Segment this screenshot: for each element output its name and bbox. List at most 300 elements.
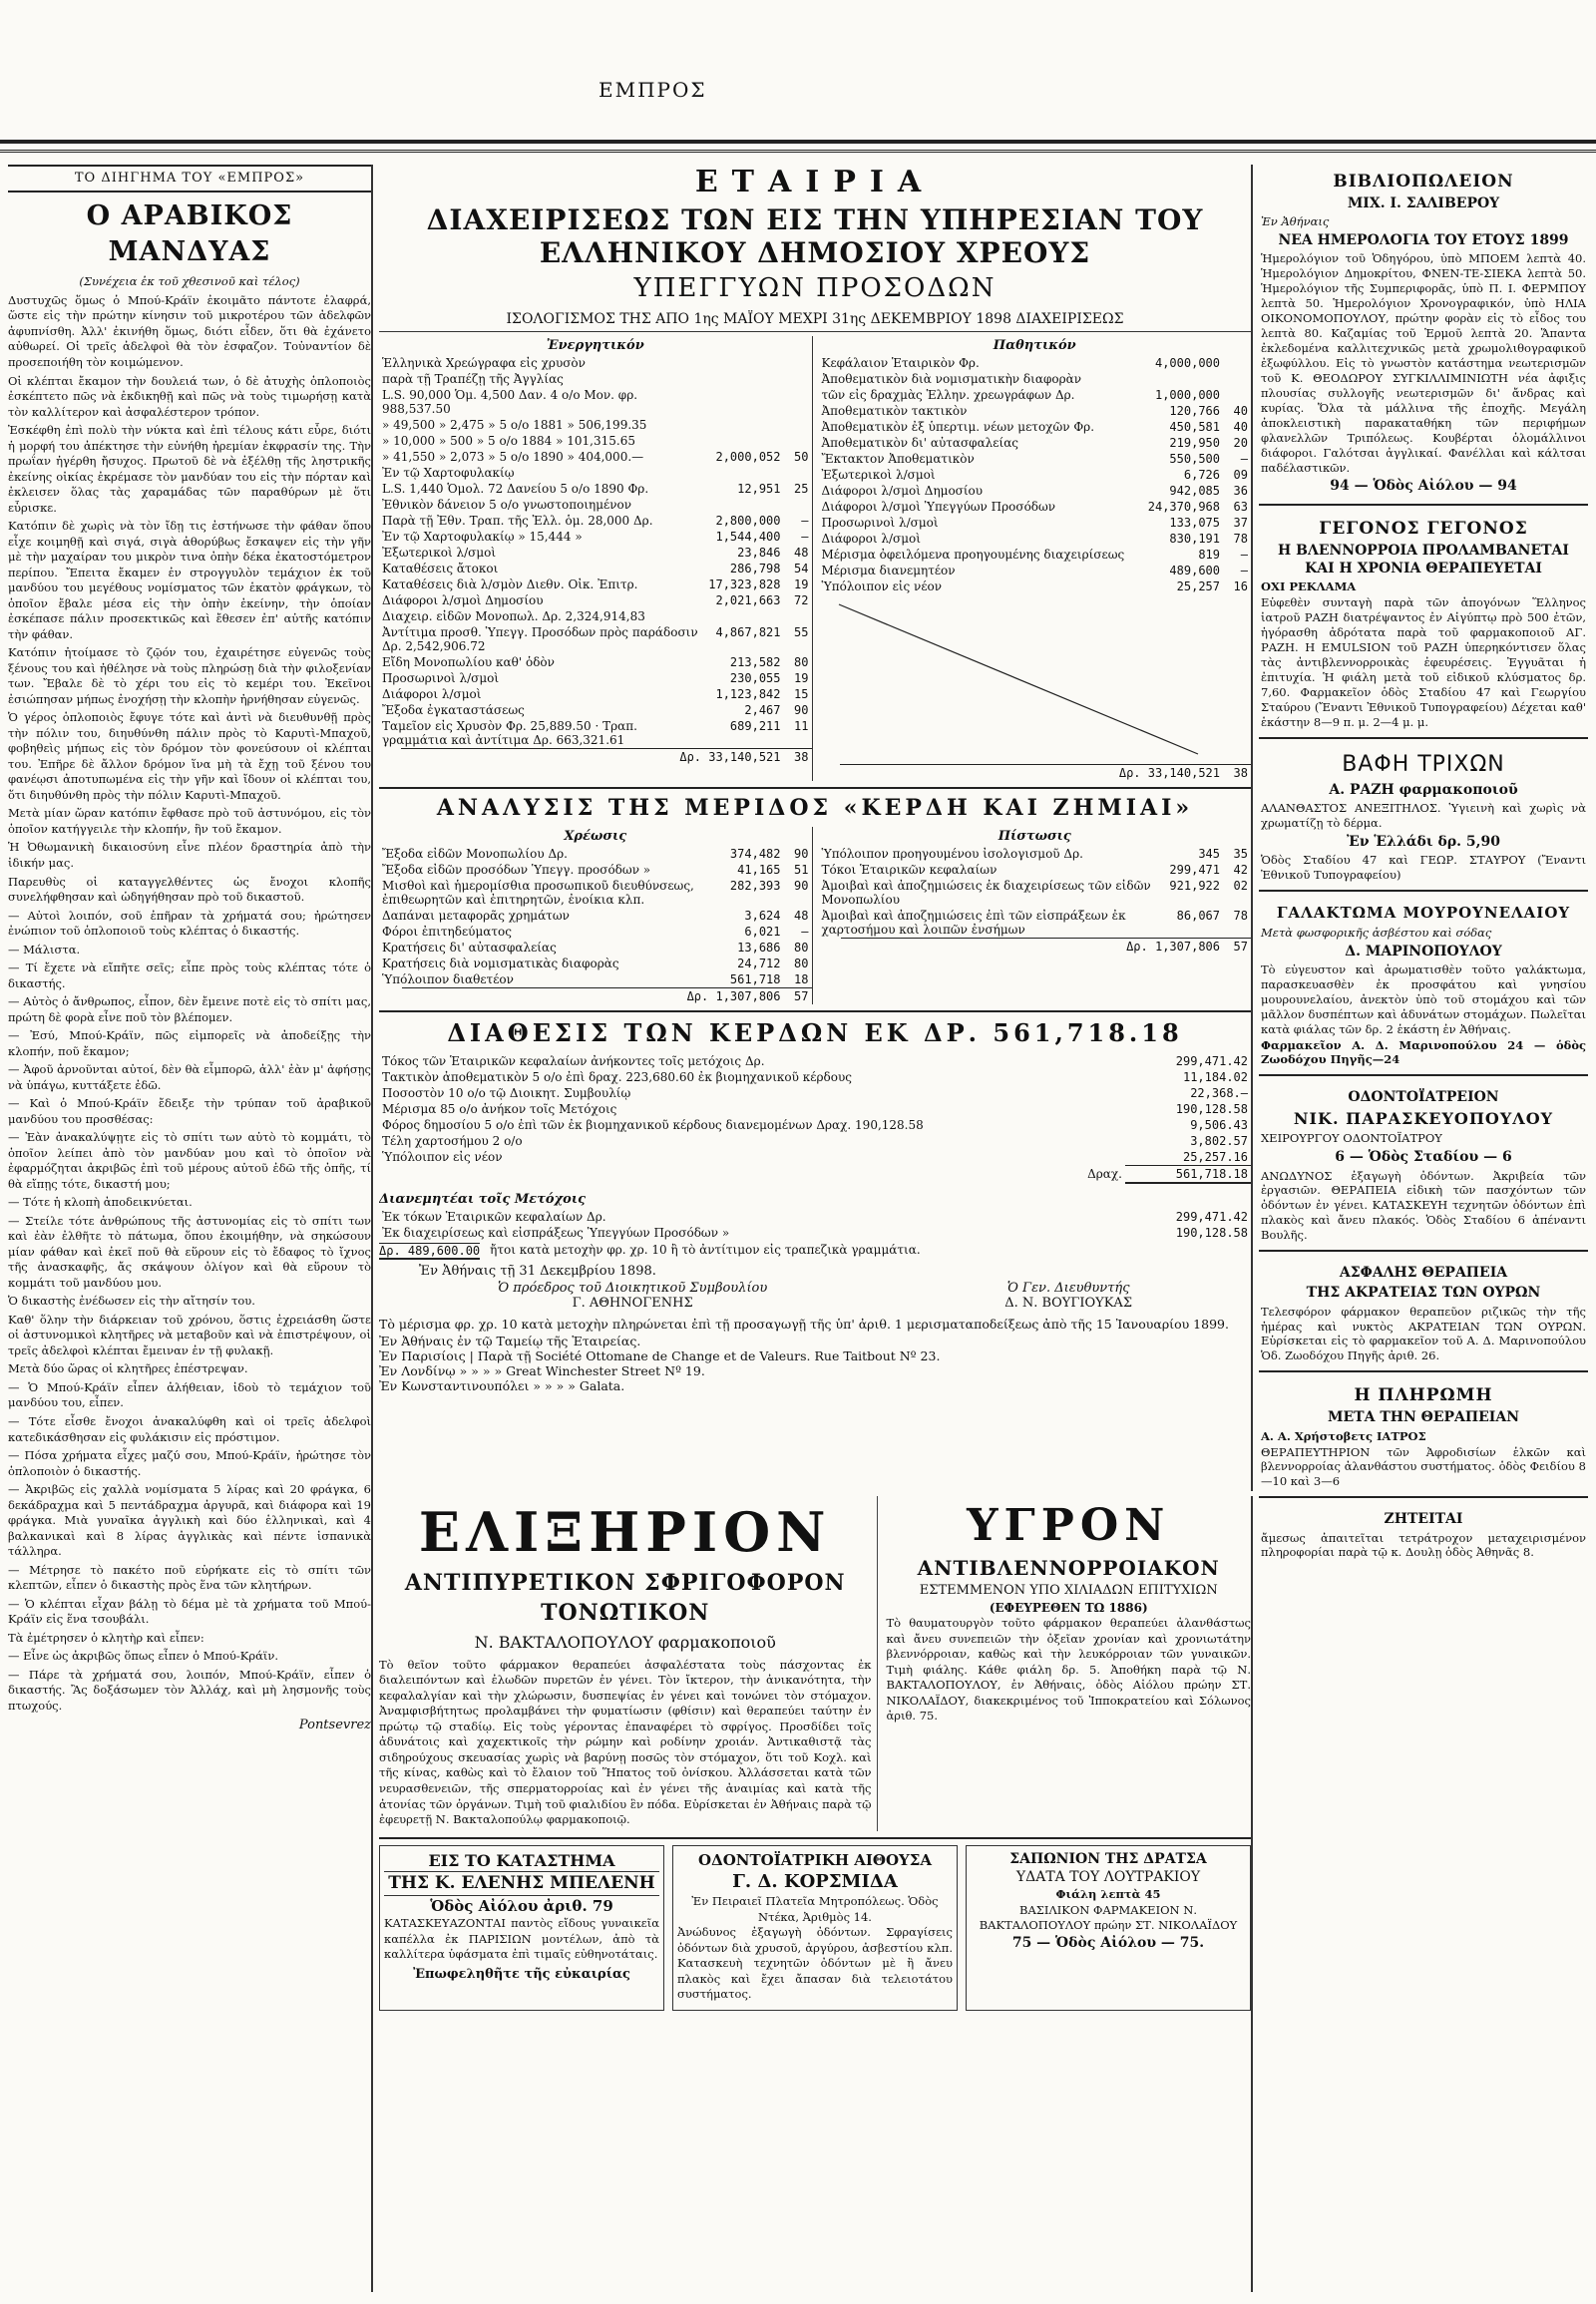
ledger-decimals: 48 — [794, 909, 809, 923]
cod-liver-oil-text: Τὸ εὐγευστον καὶ ἀρωματισθὲν τοῦτο γαλάκτωμα, παρασκευασθὲν ἐκ προσφάτου καὶ γνησίου μουρουνελαίου, ἀνεκτὸν ὑπὸ τοῦ στομάχου καὶ τῶν μᾶλλον δυσπέπτων καὶ ἀδυνάτων στομάχων. Πωλεῖται κατὰ φιάλας τῶν δρ. 2 ἑκάστη ἐν Ἀθήναις. — [1261, 961, 1586, 1036]
ledger-label: Ἐθνικὸν δάνειον 5 ο/ο γνωστοποιημένον — [382, 498, 632, 512]
story-paragraph: Δυστυχῶς ὅμως ὁ Μπού-Κράϊν ἐκοιμᾶτο πάντοτε ἐλαφρά, ὥστε εἰς τὴν πρώτην κίνησιν τοῦ μικροτέρου τῶν ἀδελφῶν ἀφυπνίσθη. Ἀλλ' ἐκινήθη ὅμως, διότι εἶδεν, ὅτι θὰ ἐχάνετο αὐθωρεί. Οἱ τρεῖς ἀδελφοὶ θὰ τὸν ἐσφαζον. Τοὐναντίον δὲ προσεποιήθη τὸν κοιμώμενον. — [8, 292, 371, 369]
ledger-row — [379, 624, 812, 654]
ledger-label: Ἀντίτιμα προσθ. Ὑπεγγ. Προσόδων πρὸς παράδοσιν Δρ. 2,542,906.72 — [382, 625, 698, 653]
ledger-row — [379, 529, 812, 545]
profits-title: ΔΙΑΘΕΣΙΣ ΤΩΝ ΚΕΡΔΩΝ ΕΚ ΔΡ. 561,718.18 — [447, 1018, 1183, 1047]
ledger-decimals — [784, 387, 812, 417]
masthead-rule — [0, 140, 1596, 144]
story-paragraph: — Τί ἔχετε νὰ εἴπῆτε σεῖς; εἶπε πρὸς τοὺς κλέπτας τότε ὁ δικαστής. — [8, 960, 371, 990]
ledger-label: Ὑπόλοιπον διαθετέον — [382, 972, 514, 986]
story-paragraph: — Στείλε τότε ἀνθρώπους τῆς ἀστυνομίας εἰς τὸ σπίτι των καὶ ἐὰν ἐλθῆτε τὸ πάτωμα, ὅπου ἐκοιμήθην, νὰ σηκώσουν μίαν φάθαν καὶ ἐκεῖ ποῦ θὰ εὕρουν εἰς τὸ ἔδαφος τὸ ἴχνος τῆς ἀνασκαφῆς, ἄς σκάψουν ὀλίγον καὶ θὰ εὕρουν τὸ κομμάτι τοῦ μανδύου μου. — [8, 1213, 371, 1290]
payment-place: Ἐν Ἀθήναις ἐν τῷ Ταμείῳ τῆς Ἑταιρείας. — [379, 1334, 641, 1348]
story-paragraph: Ὁ γέρος ὁπλοποιὸς ἔφυγε τότε καὶ ἀντὶ νὰ διευθυνθῇ πρὸς τὴν πόλιν του, διηυθύνθη πάλιν πρὸς τὸ Καρυτὶ-Μπαχοῦ, φοβηθεὶς μήπως εἰς τὸν δρόμον τὸν φονεύσουν οἱ κλέπται του. Ἐπῆρε δὲ ἄλλον δρόμον ἵνα μὴ τὰ ἔχῃ τοῦ ξένου του φανέῳσι ἀποτυπωμένα εἰς τὴν γῆν καὶ ἴδουν οἱ κλέπται του, ὅτι διηυθύνθη πρὸς τὴν πόλιν Καρυτὶ-Μπαχοῦ. — [8, 710, 371, 802]
distribution-heading: Διανεμητέαι τοῖς Μετόχοις — [379, 1192, 587, 1207]
story-paragraph: Τὰ ἐμέτρησεν ὁ κλητὴρ καὶ εἶπεν: — [8, 1630, 204, 1645]
ledger-label: Κρατήσεις δι' αὐτασφαλείας — [382, 941, 557, 955]
credit-table — [819, 846, 1252, 938]
ledger-row — [819, 451, 1252, 467]
credit-total-row — [819, 938, 1252, 955]
elixirion-title: ΕΛΙΞΗΡΙΟΝ — [418, 1500, 832, 1564]
ledger-row — [379, 592, 812, 608]
ledger-label: Κρατήσεις διὰ νομισματικὰς διαφορὰς — [382, 957, 619, 970]
ledger-amount: 24,370,968 — [1147, 500, 1220, 514]
story-subtitle: (Συνέχεια ἐκ τοῦ χθεσινοῦ καὶ τέλος) — [79, 274, 300, 289]
ledger-amount — [1141, 371, 1223, 387]
ledger-decimals: 55 — [794, 625, 809, 639]
story-paragraph: — Αὐτοὶ λοιπόν, σοῦ ἐπῆραν τὰ χρήματά σου; ἠρώτησεν ἐνώπιον τοῦ ὁπλοποιοῦ τοὺς κλέπτας ὁ δικαστής. — [8, 908, 371, 939]
ledger-amount: 299,471.42 — [1175, 1210, 1248, 1224]
ledger-label: Προσωρινοὶ λ/σμοὶ — [382, 671, 500, 685]
store-text: ΚΑΤΑΣΚΕΥΑΖΟΝΤΑΙ παντὸς εἴδους γυναικεῖα καπέλλα ἐκ ΠΑΡΙΣΙΩΝ μοντέλων, ἀπὸ τὰ καλλίτερα ὑφάσματα ἐπὶ τιμαῖς εὐθηνοτάταις. — [384, 1916, 659, 1962]
ledger-amount: 299,471 — [1169, 863, 1220, 877]
ledger-row — [379, 417, 812, 433]
section-divider — [379, 1010, 1251, 1012]
ledger-amount: 12,951 — [737, 482, 781, 496]
ledger-amount: 819 — [1198, 548, 1220, 562]
credit-total-dec: 57 — [1223, 939, 1251, 956]
story-paragraph: Μετὰ μίαν ὥραν κατόπιν ἔφθασε πρὸ τοῦ ἀστυνόμου, εἰς τὸν ὁποῖον κατήγγειλε τὴν κλοπήν, ἣν τοῦ ἔκαμον. — [8, 806, 371, 836]
center-column — [379, 165, 1253, 1491]
ledger-label: Ἀμοιβαὶ καὶ ἀποζημιώσεις ἐπὶ τῶν εἰσπράξεων ἐκ χαρτοσήμου καὶ λοιπῶν ἐνσήμων — [821, 909, 1126, 937]
ledger-row — [379, 481, 812, 497]
ledger-amount: 9,506.43 — [1190, 1118, 1248, 1132]
story-paragraph: — Ἐσύ, Μπού-Κράϊν, πῶς εἰμπορεῖς νὰ ἀποδείξῃς τὴν κλοπήν, ποῦ ἔκαμον; — [8, 1028, 371, 1058]
ledger-amount: 830,191 — [1169, 532, 1220, 546]
ledger-label: Διάφοροι λ/σμοὶ Ὑπεγγύων Προσόδων — [821, 500, 1056, 514]
ledger-label: Ὑπόλοιπον προηγουμένου ἰσολογισμοῦ Δρ. — [821, 847, 1083, 861]
ledger-label: L.S. 1,440 Ὁμολ. 72 Δανείου 5 ο/ο 1890 Φρ. — [382, 482, 649, 496]
ledger-decimals — [1223, 387, 1251, 403]
ledger-amount: 41,165 — [737, 863, 781, 877]
gegonos-tag: ΟΧΙ ΡΕΚΛΑΜΑ — [1261, 579, 1357, 594]
dental-ad — [672, 1845, 958, 2011]
store-name: ΤΗΣ Κ. ΕΛΕΝΗΣ ΜΠΕΛΕΝΗ — [384, 1871, 659, 1896]
liabilities-table — [819, 355, 1252, 594]
incontinence-subtitle: ΤΗΣ ΑΚΡΑΤΕΙΑΣ ΤΩΝ ΟΥΡΩΝ — [1306, 1285, 1541, 1302]
distribution-total-row — [379, 1243, 1251, 1260]
ledger-decimals: 42 — [1233, 863, 1248, 877]
store-footer: Ἐπωφεληθῆτε τῆς εὐκαιρίας — [413, 1966, 630, 1982]
ygron-title: ΥΓΡΟΝ — [967, 1500, 1171, 1551]
ledger-label: Μέρισμα 85 ο/ο ἀνήκον τοῖς Μετόχοις — [382, 1102, 617, 1116]
ledger-amount — [705, 433, 783, 449]
ads-row-2 — [379, 1845, 1251, 2011]
ledger-decimals: — — [1240, 548, 1248, 562]
payment-place: Ἐν Κωνσταντινουπόλει » » » » Galata. — [379, 1378, 625, 1393]
ledger-row — [379, 971, 812, 987]
ledger-row — [379, 433, 812, 449]
story-paragraph: — Πάρε τὰ χρήματά σου, λοιπόν, Μπού-Κράϊν, εἶπεν ὁ δικαστής. Ἂς δοξάσωμεν τὸν Ἀλλάχ, καὶ μὴ λησμονῆς τοὺς πτωχούς. — [8, 1667, 371, 1713]
bookstore-text: Ἡμερολόγιον τοῦ Ὁδηγόρου, ὑπὸ ΜΠΟΕΜ λεπτὰ 40. Ἡμερολόγιον Δημοκρίτου, ΦΝΕΝ-ΤΕ-ΣΙΕΚΑ λεπτὰ 50. Ἡμερολόγιον τῆς Συμπεριφορᾶς, ὑπὸ Π. Ι. ΦΕΡΜΠΟΥ λεπτὰ 50. Ἡμερολόγιον Χρονογραφικόν, ὑπὸ ΗΛΙΑ ΟΙΚΟΝΟΜΟΠΟΥΛΟΥ, πρώτην φορὰν εἰς τὸ εἶδος του λεπτὰ 80. Καζαμίας τοῦ Ἑρμοῦ λεπτὰ 20. Ἅπαντα ἐκλεδομένα καλλιτεχνικῶς μετὰ χρωμολιθογραφικοῦ ἐξωφύλλου. Εἰς τὸ γνωστὸν κατάστημα νεωτερισμῶν τοῦ Κ. ΘΕΟΔΩΡΟΥ ΣΥΓΚΙΛΛΙΜΙΝΙΩΤΗ νέα ἀφιξις πλουσίας συλλογῆς νεωτερισμῶν δι' ἄνδρας καὶ κυρίας. Ὅλα τὰ μάλλινα τῆς ἐποχῆς. Μεγάλη ἀποκλειστικὴ παρακαταθήκη τῶν περιφήμων φλανελλῶν Τριπόλεως. Κουβέρται ὁλομάλλινοι διάφοροι. Γαλότσαι ἀγγλικαί. Φανέλλαι καὶ κάλτσαι παδέλαστικῶν. — [1261, 251, 1586, 475]
ledger-decimals: 36 — [1233, 484, 1248, 498]
dentist-title: ΟΔΟΝΤΟΪΑΤΡΕΙΟΝ — [1348, 1089, 1499, 1106]
ledger-row — [819, 467, 1252, 483]
ledger-row — [379, 702, 812, 718]
ledger-amount: 286,798 — [729, 562, 781, 576]
story-paragraph: — Ὁ Μπού-Κράϊν εἶπεν ἀλήθειαν, ἰδοὺ τὸ τεμάχιον τοῦ μανδύου του, εἶπεν. — [8, 1379, 371, 1410]
ledger-decimals: 72 — [794, 593, 809, 607]
story-paragraph: Κατόπιν ἠτοίμασε τὸ ζῷόν του, ἐχαιρέτησε εὐγενῶς τοὺς ξένους του καὶ ἠθέλησε νὰ τοὺς πληρώσῃ διὰ τὴν φιλοξενίαν των. Ἔβαλε δὲ τὸ χέρι του εἰς τὸ κεμέρι του. Ἐκεῖνοι ἐσιώπησαν μήπως ἐνοχήσῃ τὴν κλοπὴν ἠρνήθησαν εὐγενῶς. — [8, 645, 371, 706]
assets-total-row — [379, 748, 812, 765]
ledger-row — [379, 1133, 1251, 1149]
ygron-award: ΕΣΤΕΜΜΕΝΟΝ ΥΠΟ ΧΙΛΙΑΔΩΝ ΕΠΙΤΥΧΙΩΝ — [919, 1583, 1218, 1599]
soap-price: Φιάλη λεπτὰ 45 — [1055, 1887, 1161, 1902]
ledger-decimals: 40 — [1233, 404, 1248, 418]
left-column — [8, 165, 373, 2292]
story-paragraph: Μετὰ δύο ὥρας οἱ κλητῆρες ἐπέστρεψαν. — [8, 1361, 248, 1376]
payment-ad-title: Η ΠΛΗΡΩΜΗ — [1354, 1385, 1493, 1406]
ledger-row — [379, 1053, 1251, 1069]
ledger-row — [819, 403, 1252, 419]
debit-total: Δρ. 1,307,806 — [402, 988, 784, 1005]
soap-subtitle: ΥΔΑΤΑ ΤΟΥ ΛΟΥΤΡΑΚΙΟΥ — [1015, 1869, 1201, 1886]
dental-title: ΟΔΟΝΤΟΪΑΤΡΙΚΗ ΑΙΘΟΥΣΑ — [698, 1850, 932, 1869]
date-line: Ἐν Ἀθήναις τῇ 31 Δεκεμβρίου 1898. — [419, 1264, 656, 1279]
dentist-name: ΝΙΚ. ΠΑΡΑΣΚΕΥΟΠΟΥΛΟΥ — [1293, 1108, 1554, 1128]
ledger-label: παρὰ τῇ Τραπέζῃ τῆς Ἀγγλίας — [382, 372, 564, 386]
ledger-decimals: 80 — [794, 655, 809, 669]
ledger-label: Παρὰ τῇ Ἐθν. Τραπ. τῆς Ἑλλ. ὁμ. 28,000 Δρ. — [382, 514, 653, 528]
ledger-label: Διαχειρ. εἰδῶν Μονοπωλ. Δρ. 2,324,914,83 — [382, 609, 645, 623]
liabilities-total: Δρ. 33,140,521 — [840, 765, 1223, 782]
ledger-amount: 25,257 — [1176, 579, 1220, 593]
story-paragraph: — Ἀκριβῶς εἰς χαλλὰ νομίσματα 5 λίρας καὶ 20 φράγκα, 6 δεκάδραχμα καὶ 5 πεντάδραχμα ἀργυρᾶ, καὶ διάφορα καὶ 19 φράγκα. Μιὰ γυναῖκα ἀγγλικὴ καὶ δύο ἑλληνικαὶ, καὶ 4 βαλκανικαὶ καὶ 8 λίρας ἀγγλικὰς καὶ πέντε ἰσπανικὰ τάλληρα. — [8, 1482, 371, 1559]
story-paragraph: Καθ' ὅλην τὴν διάρκειαν τοῦ χρόνου, ὅστις ἐχρειάσθη ὥστε οἱ ἀστυνομικοὶ κλητῆρες νὰ μεταβοῦν καὶ νὰ ἐπιστρέψουν, οἱ τρεῖς ἀδελφοὶ κλέπται ἔμειναν ἐν τῇ φυλακῇ. — [8, 1312, 371, 1357]
profits-total-row — [379, 1165, 1251, 1184]
ledger-amount: 942,085 — [1169, 484, 1220, 498]
hair-dye-address: Ὁδὸς Σταδίου 47 καὶ ΓΕΩΡ. ΣΤΑΥΡΟΥ (Ἔναντι Ἐθνικοῦ Τυπογραφείου) — [1261, 853, 1586, 883]
section-divider — [379, 787, 1251, 789]
ledger-decimals: 37 — [1233, 516, 1248, 530]
ledger-label: Διάφοροι λ/σμοὶ Δημοσίου — [821, 484, 984, 498]
ledger-label: Ποσοστὸν 10 ο/ο τῷ Διοικητ. Συμβουλίῳ — [382, 1086, 631, 1100]
ledger-amount: 22,368.— — [1190, 1086, 1248, 1100]
ledger-amount: 213,582 — [729, 655, 781, 669]
ledger-row — [379, 686, 812, 702]
story-paragraph: Οἱ κλέπται ἔκαμον τὴν δουλειά των, ὁ δὲ ἀτυχὴς ὁπλοποιὸς ἐσκέπτετο πῶς νὰ ἐκδικηθῇ καὶ πῶς νὰ τοὺς τιμωρήσῃ κατὰ τὸν καλλίτερον καὶ ἀσφαλέστερον τρόπον. — [8, 373, 371, 419]
ledger-decimals: 78 — [1233, 909, 1248, 923]
ledger-decimals: 19 — [794, 577, 809, 591]
ledger-decimals: 80 — [794, 957, 809, 970]
ledger-row — [819, 846, 1252, 862]
feature-box: ΤΟ ΔΙΗΓΗΜΑ ΤΟΥ «ΕΜΠΡΟΣ» — [8, 165, 371, 192]
ledger-row — [379, 465, 812, 481]
director-title: Ὁ Γεν. Διευθυντής — [1006, 1281, 1130, 1296]
ledger-row — [819, 419, 1252, 435]
ledger-decimals: 40 — [1233, 420, 1248, 434]
ledger-amount: 11,184.02 — [1182, 1070, 1248, 1084]
elixirion-subtitle: ΑΝΤΙΠΥΡΕΤΙΚΟΝ ΣΦΡΙΓΟΦΟΡΟΝ ΤΟΝΩΤΙΚΟΝ — [404, 1569, 846, 1626]
soap-address: 75 — Ὁδὸς Αἰόλου — 75. — [1011, 1934, 1205, 1951]
ledger-label: Ἀποθεματικὸν ἐξ ὑπερτιμ. νέων μετοχῶν Φρ. — [821, 420, 1095, 434]
gegonos-title: ΓΕΓΟΝΟΣ ΓΕΓΟΝΟΣ — [1319, 518, 1528, 539]
ledger-label: Τέλη χαρτοσήμου 2 ο/ο — [382, 1134, 523, 1148]
hair-dye-title: ΒΑΦΗ ΤΡΙΧΩΝ — [1342, 751, 1505, 777]
ygron-ad — [886, 1496, 1251, 1831]
ledger-label: Κεφάλαιον Ἑταιρικὸν Φρ. — [821, 356, 980, 370]
ledger-amount: 17,323,828 — [708, 577, 781, 591]
ledger-label: Ὑπόλοιπον εἰς νέον — [382, 1150, 503, 1164]
assets-side — [379, 336, 813, 781]
payment-place: Ἐν Παρισίοις | Παρὰ τῇ Société Ottomane de Change et de Valeurs. Rue Taitbout Nº 23. — [379, 1348, 941, 1363]
ledger-row — [379, 1117, 1251, 1133]
ledger-amount: 219,950 — [1169, 436, 1220, 450]
president-name: Γ. ΑΘΗΝΟΓΕΝΗΣ — [572, 1296, 693, 1311]
ledger-row — [819, 499, 1252, 515]
ledger-row — [379, 1149, 1251, 1165]
ledger-label: Ἐξωτερικοὶ λ/σμοὶ — [382, 546, 497, 560]
story-paragraph: Παρευθὺς οἱ καταγγελθέντες ὡς ἔνοχοι κλοπῆς συνελήφθησαν καὶ ὡδηγήθησαν πρὸ τοῦ δικαστοῦ. — [8, 874, 371, 905]
debit-table — [379, 846, 812, 987]
distribution-note: ἤτοι κατὰ μετοχὴν φρ. χρ. 10 ἢ τὸ ἀντίτιμον εἰς τραπεζικὰ γραμμάτια. — [490, 1243, 921, 1257]
ledger-row — [819, 862, 1252, 878]
ledger-label: Μέρισμα ὀφειλόμενα προηγουμένης διαχειρίσεως — [821, 548, 1125, 562]
ledger-row — [379, 545, 812, 561]
ledger-row — [819, 908, 1252, 938]
ledger-label: » 49,500 » 2,475 » 5 ο/ο 1881 » 506,199.35 — [382, 418, 647, 432]
ledger-row — [379, 1085, 1251, 1101]
cod-liver-oil-maker: Δ. ΜΑΡΙΝΟΠΟΥΛΟΥ — [1345, 943, 1502, 960]
ledger-decimals: 25 — [794, 482, 809, 496]
ledger-amount: 2,021,663 — [715, 593, 781, 607]
ledger-label: » 10,000 » 500 » 5 ο/ο 1884 » 101,315.65 — [382, 434, 635, 448]
cancel-stroke — [819, 594, 1248, 764]
story-signature: Pontsevrez — [298, 1718, 371, 1733]
soap-store: ΒΑΣΙΛΙΚΟΝ ΦΑΡΜΑΚΕΙΟΝ Ν. ΒΑΚΤΑΛΟΠΟΥΛΟΥ πρώην ΣΤ. ΝΙΚΟΛΑΪΔΟΥ — [979, 1902, 1238, 1933]
ledger-decimals — [784, 608, 812, 624]
ledger-label: Ταμεῖον εἰς Χρυσὸν Φρ. 25,889.50 · Τραπ. γραμμάτια καὶ ἀντίτιμα Δρ. 663,321.61 — [382, 719, 637, 747]
ledger-row — [379, 956, 812, 971]
ledger-decimals: 90 — [794, 879, 809, 893]
assets-table — [379, 355, 812, 748]
ledger-decimals: 63 — [1233, 500, 1248, 514]
ledger-amount: 86,067 — [1176, 909, 1220, 923]
story-paragraph: — Αὐτὸς ὁ ἄνθρωπος, εἶπον, δὲν ἔμεινε ποτὲ εἰς τὸ σπίτι μας, πρώτη δὲ φορὰ εἶνε ποῦ τὸν βλέπομεν. — [8, 994, 371, 1024]
ledger-row — [819, 515, 1252, 531]
ledger-label: Ἐκ τόκων Ἑταιρικῶν κεφαλαίων Δρ. — [382, 1210, 606, 1224]
distribution-table — [379, 1209, 1251, 1241]
bookstore-city: Ἐν Ἀθήναις — [1261, 214, 1330, 229]
ledger-label: L.S. 90,000 Ὁμ. 4,500 Δαν. 4 ο/ο Μον. φρ. 988,537.50 — [382, 388, 638, 416]
ledger-amount: 921,922 — [1169, 879, 1220, 893]
ledger-label: Τόκοι Ἑταιρικῶν κεφαλαίων — [821, 863, 998, 877]
dentist-ad — [1259, 1082, 1588, 1252]
ledger-decimals: — — [1240, 564, 1248, 577]
incontinence-title: ΑΣΦΑΛΗΣ ΘΕΡΑΠΕΙΑ — [1339, 1265, 1508, 1282]
ledger-row — [819, 483, 1252, 499]
ledger-amount: 689,211 — [729, 719, 781, 733]
ledger-row — [819, 878, 1252, 908]
store-title: ΕΙΣ ΤΟ ΚΑΤΑΣΤΗΜΑ — [428, 1850, 615, 1870]
wanted-ad — [1259, 1504, 1588, 1567]
ledger-amount: 133,075 — [1169, 516, 1220, 530]
ledger-decimals: 90 — [794, 847, 809, 861]
payment-ad-subtitle: ΜΕΤΑ ΤΗΝ ΘΕΡΑΠΕΙΑΝ — [1328, 1409, 1519, 1426]
ledger-amount: 450,581 — [1169, 420, 1220, 434]
hair-dye-maker: Α. ΡΑΖΗ φαρμακοποιοῦ — [1329, 782, 1518, 799]
hair-dye-price: Ἐν Ἑλλάδι δρ. 5,90 — [1346, 834, 1501, 851]
ledger-decimals: — — [801, 514, 809, 528]
ledger-row — [379, 1069, 1251, 1085]
ledger-label: » 41,550 » 2,073 » 5 ο/ο 1890 » 404,000.— — [382, 450, 644, 464]
etaireia-title: ΕΤΑΙΡΙΑ — [694, 165, 936, 199]
profit-loss — [379, 827, 1251, 1004]
ledger-label: Φόρος δημοσίου 5 ο/ο ἐπὶ τῶν ἐκ βιομηχανικοῦ κέρδους διανεμομένων Δραχ. 190,128.58 — [382, 1118, 924, 1132]
assets-total-dec: 38 — [784, 749, 812, 766]
debit-side — [379, 827, 813, 1004]
profits-total-label: Δραχ. — [1087, 1166, 1122, 1181]
dentist-text: ΑΝΩΔΥΝΟΣ ἐξαγωγὴ ὀδόντων. Ἀκριβεία τῶν ἐργασιῶν. ΘΕΡΑΠΕΙΑ εἰδικὴ τῶν πασχόντων τῶν ὀδόντων ἐν γένει. ΚΑΤΑΣΚΕΥΗ τεχνητῶν ὀδόντων ἐπὶ πλακὸς καὶ ἄνευ πλακός. Ὁδὸς Σταδίου 6 ἀπέναντι Βουλῆς. — [1261, 1168, 1586, 1243]
masthead-title: ΕΜΠΡΟΣ — [598, 78, 707, 102]
wanted-title: ΖΗΤΕΙΤΑΙ — [1384, 1511, 1463, 1528]
ledger-amount: 25,257.16 — [1182, 1150, 1248, 1164]
incontinence-ad — [1259, 1258, 1588, 1372]
bookstore-name: ΜΙΧ. Ι. ΣΑΛΙΒΕΡΟΥ — [1347, 195, 1500, 212]
hair-dye-text: ΑΛΑΝΘΑΣΤΟΣ ΑΝΕΞΙΤΗΛΟΣ. Ὑγιεινὴ καὶ χωρὶς νὰ χρωματίζῃ τὸ δέρμα. — [1261, 801, 1586, 831]
story-paragraph: — Μάλιστα. — [8, 942, 81, 957]
ledger-decimals: 15 — [794, 687, 809, 701]
ledger-label: Ἀποθεματικὸν διὰ νομισματικὴν διαφορὰν — [821, 372, 1082, 386]
ledger-decimals: 90 — [794, 703, 809, 717]
ledger-label: Ἔξοδα εἰδῶν προσόδων Ὑπεγγ. προσόδων » — [382, 863, 651, 877]
signatories — [379, 1281, 1251, 1311]
ledger-decimals: 09 — [1233, 468, 1248, 482]
ledger-amount: 561,718 — [729, 972, 781, 986]
dental-name: Γ. Δ. ΚΟΡΣΜΙΔΑ — [732, 1870, 898, 1892]
ledger-label: Ἔξοδα εἰδῶν Μονοπωλίου Δρ. — [382, 847, 568, 861]
director-block — [1004, 1281, 1132, 1311]
ledger-decimals — [784, 465, 812, 481]
story-paragraph: — Πόσα χρήματα εἶχες μαζύ σου, Μπού-Κράϊν, ἠρώτησε τὸν ὁπλοποιὸν ὁ δικαστής. — [8, 1448, 371, 1478]
ledger-row — [379, 561, 812, 576]
ledger-decimals: 54 — [794, 562, 809, 576]
ledger-label: Εἴδη Μονοπωλίου καθ' ὁδὸν — [382, 655, 555, 669]
ledger-label: Ὑπόλοιπον εἰς νέον — [821, 579, 943, 593]
ledger-amount: 3,802.57 — [1190, 1134, 1248, 1148]
gegonos-ad — [1259, 512, 1588, 739]
story-paragraph: Ἐσκέφθη ἐπὶ πολὺ τὴν νύκτα καὶ ἐπὶ τέλους κάτι εὗρε, διότι ἡ μορφή του ἀπέκτησε τὴν εὐνήθη ἠρεμίαν ἐκφρασίν της. Τὴν πρωΐαν ἠγέρθη ἤσυχος. Πρωτοῦ δὲ νὰ ἐξέλθῃ τῆς ληστρικῆς ἐκείνης οἰκίας ἐκρέμασε τὸν μανδύαν του εἰς τὴν πόρταν καὶ ἐκλεισεν ὅλας τὰς χαραμάδας τῶν παραθύρων μὲ ὅτι εὗρισκε. — [8, 423, 371, 515]
credit-side — [819, 827, 1252, 1004]
debit-total-dec: 57 — [784, 988, 812, 1005]
ledger-decimals: 02 — [1233, 879, 1248, 893]
right-column — [1259, 165, 1588, 2292]
ledger-decimals — [784, 497, 812, 513]
dental-address: Ἐν Πειραιεῖ Πλατεῖα Μητροπόλεως. Ὁδὸς Ντέκα, Ἀριθμὸς 14. — [691, 1894, 939, 1924]
ledger-row — [379, 387, 812, 417]
payment-ad — [1259, 1378, 1588, 1498]
ledger-amount: 190,128.58 — [1175, 1226, 1248, 1240]
masthead — [0, 0, 1596, 153]
credit-heading: Πίστωσις — [998, 829, 1071, 844]
ledger-amount: 2,800,000 — [715, 514, 781, 528]
story-paragraph: — Ἀφοῦ ἀρνοῦνται αὐτοί, δὲν θὰ εἶμπορῶ, ἀλλ' ἐὰν μ' ἀφήσῃς νὰ ὑπάγω, κυττάξετε ἐδῶ. — [8, 1062, 371, 1092]
ledger-label: Φόροι ἐπιτηδεύματος — [382, 925, 512, 939]
ledger-label: Ἐν τῷ Χαρτοφυλακίῳ — [382, 466, 515, 480]
ledger-label: Τόκος τῶν Ἑταιρικῶν κεφαλαίων ἀνήκοντες τοῖς μετόχοις Δρ. — [382, 1054, 765, 1068]
diaxeiriseos-title: ΔΙΑΧΕΙΡΙΣΕΩΣ ΤΩΝ ΕΙΣ ΤΗΝ ΥΠΗΡΕΣΙΑΝ ΤΟΥ ΕΛΛΗΝΙΚΟΥ ΔΗΜΟΣΙΟΥ ΧΡΕΟΥΣ — [426, 203, 1204, 269]
ledger-amount: 550,500 — [1169, 452, 1220, 466]
ads-divider — [379, 1837, 1251, 1839]
story-paragraph: — Ἐὰν ἀνακαλύψῃτε εἰς τὸ σπίτι των αὐτὸ τὸ κομμάτι, τὸ ὁποῖον λείπει ἀπὸ τὸν μανδύαν μου καὶ τὸ ὁποῖον νὰ ἐφαρμόζηται ἀκριβῶς ἐπὶ τοῦ μέρους αὐτοῦ ἐδῶ τῆς ὀπῆς, τί θὰ εἴπῃς τότε, δικαστή μου; — [8, 1130, 371, 1191]
ads-row-1 — [379, 1496, 1251, 1831]
ledger-decimals: 50 — [794, 450, 809, 464]
ledger-amount: 299,471.42 — [1175, 1054, 1248, 1068]
ygron-year: (ΕΦΕΥΡΕΘΕΝ ΤΩ 1886) — [989, 1600, 1148, 1615]
ledger-label: Δαπάναι μεταφορᾶς χρημάτων — [382, 909, 570, 923]
ledger-label: Ἑλληνικὰ Χρεώγραφα εἰς χρυσὸν — [382, 356, 586, 370]
ledger-label: Ἐκ διαχειρίσεως καὶ εἰσπράξεως Ὑπεγγύων Προσόδων » — [382, 1226, 730, 1240]
gegonos-text: Εὐφεθὲν συνταγὴ παρὰ τῶν ἀπογόνων Ἕλληνος ἰατροῦ ΡΑΖΗ διατρέψαντος ἐν Αἰγύπτῳ πρὸ 500 ἐτῶν, ἡγόρασθη ἀδρότατα παρὰ τοῦ φαρμακοποιοῦ ΑΓ. ΡΑΖΗ. Η EMULSION τοῦ ΡΑΖΗ ὑπερηκόντισεν ὅλας τὰς ἀντιβλεννορροικὰς ἐφευρέσεις. Ἐγγυᾶται ἡ ἐπιτυχία. Ἡ φιάλη μετὰ τοῦ εἰδικοῦ κλύσματος δρ. 7,60. Φαρμακεῖον ὁδὸς Σταδίου 47 καὶ Γεωργίου Σταύρου (Ἔναντι Ἐθνικοῦ Τυπογραφείου) Δέχεται καθ' ἑκάστην 8—9 π. μ. 2—4 μ. μ. — [1261, 595, 1586, 729]
ledger-decimals: 19 — [794, 671, 809, 685]
hypeggyon-title: ΥΠΕΓΓΥΩΝ ΠΡΟΣΟΔΩΝ — [633, 273, 997, 303]
analysis-title: ΑΝΑΛΥΣΙΣ ΤΗΣ ΜΕΡΙΔΟΣ «ΚΕΡΔΗ ΚΑΙ ΖΗΜΙΑΙ» — [436, 795, 1194, 821]
cod-liver-oil-title: ΓΑΛΑΚΤΩΜΑ ΜΟΥΡΟΥΝΕΛΑΙΟΥ — [1276, 904, 1571, 923]
incontinence-text: Τελεσφόρον φάρμακον θεραπεῦον ριζικῶς τὴν τῆς ἡμέρας καὶ νυκτὸς ΑΚΡΑΤΕΙΑΝ ΤΩΝ ΟΥΡΩΝ. Εὑρίσκεται εἰς τὸ φαρμακεῖον τοῦ Α. Δ. Μαρινοπούλου Ὁδ. Ζωοδόχου Πηγῆς ἀριθ. 26. — [1261, 1304, 1586, 1363]
ygron-subtitle: ΑΝΤΙΒΛΕΝΝΟΡΡΟΙΑΚΟΝ — [917, 1556, 1220, 1581]
balance-sheet-title: ΙΣΟΛΟΓΙΣΜΟΣ ΤΗΣ ΑΠΟ 1ης ΜΑΪΟΥ ΜΕΧΡΙ 31ης ΔΕΚΕΜΒΡΙΟΥ 1898 ΔΙΑΧΕΙΡΙΣΕΩΣ — [379, 311, 1251, 332]
ledger-amount: 489,600 — [1169, 564, 1220, 577]
ledger-row — [379, 497, 812, 513]
ledger-decimals — [1223, 371, 1251, 387]
story-paragraph: — Τότε εἶσθε ἔνοχοι ἀνακαλύφθη καὶ οἱ τρεῖς ἀδελφοὶ κατεδικάσθησαν εἰς φυλάκισιν εἰς πρόστιμον. — [8, 1414, 371, 1444]
hair-dye-ad — [1259, 745, 1588, 893]
ledger-decimals: 78 — [1233, 532, 1248, 546]
store-address: Ὁδὸς Αἰόλου ἀριθ. 79 — [430, 1897, 613, 1916]
ledger-amount — [705, 387, 783, 417]
cod-liver-oil-subtitle: Μετὰ φωσφορικῆς ἀσβέστου καὶ σόδας — [1261, 925, 1492, 940]
story-paragraph: Ἡ Ὀθωμανικὴ δικαιοσύνη εἶνε πλέον δραστηρία ἀπὸ τὴν ἰδικήν μας. — [8, 840, 371, 870]
ledger-row — [819, 531, 1252, 547]
ledger-amount: 120,766 — [1169, 404, 1220, 418]
ledger-amount — [705, 417, 783, 433]
story-paragraph: — Ὁ κλέπται εἶχαν βάλῃ τὸ δέμα μὲ τὰ χρήματα τοῦ Μπού-Κράϊν εἰς ἕνα τσουβάλι. — [8, 1596, 371, 1627]
ledger-row — [379, 449, 812, 465]
ledger-amount: 282,393 — [729, 879, 781, 893]
story-paragraph: Ὁ δικαστὴς ἐνέδωσεν εἰς τὴν αἴτησίν του. — [8, 1294, 255, 1309]
profits-table — [379, 1053, 1251, 1165]
ledger-row — [819, 563, 1252, 578]
ledger-amount: 2,000,052 — [715, 450, 781, 464]
bookstore-address: 94 — Ὁδὸς Αἰόλου — 94 — [1330, 478, 1517, 495]
ledger-row — [379, 576, 812, 592]
ledger-amount — [705, 497, 783, 513]
cod-liver-oil-ad — [1259, 898, 1588, 1076]
bookstore-ad — [1259, 165, 1588, 506]
ledger-amount: 24,712 — [737, 957, 781, 970]
ledger-amount — [705, 608, 783, 624]
ledger-amount: 3,624 — [744, 909, 781, 923]
ledger-row — [379, 908, 812, 924]
debit-total-row — [379, 987, 812, 1004]
ledger-label: Καταθέσεις διὰ λ/σμὸν Διεθν. Οἰκ. Ἐπιτρ. — [382, 577, 638, 591]
ledger-decimals: 51 — [794, 863, 809, 877]
ledger-amount: 2,467 — [744, 703, 781, 717]
ledger-amount: 23,846 — [737, 546, 781, 560]
dentist-subtitle: ΧΕΙΡΟΥΡΓΟΥ ΟΔΟΝΤΟΪΑΤΡΟΥ — [1261, 1131, 1442, 1146]
ledger-row — [379, 1209, 1251, 1225]
ledger-row — [819, 578, 1252, 594]
ledger-label: Διάφοροι λ/σμοὶ — [382, 687, 482, 701]
ledger-amount: 13,686 — [737, 941, 781, 955]
ledger-decimals: 48 — [794, 546, 809, 560]
ledger-row — [819, 547, 1252, 563]
profits-total: 561,718.18 — [1125, 1166, 1251, 1184]
president-block — [498, 1281, 767, 1311]
ledger-label: Μισθοὶ καὶ ἡμερομίσθια προσωπικοῦ διευθύνσεως, ἐπιθεωρητῶν καὶ ἐπιτηρητῶν, ἐνοίκια κλπ. — [382, 879, 694, 907]
ledger-label: Καταθέσεις ἄτοκοι — [382, 562, 499, 576]
ledger-decimals: — — [801, 925, 809, 939]
